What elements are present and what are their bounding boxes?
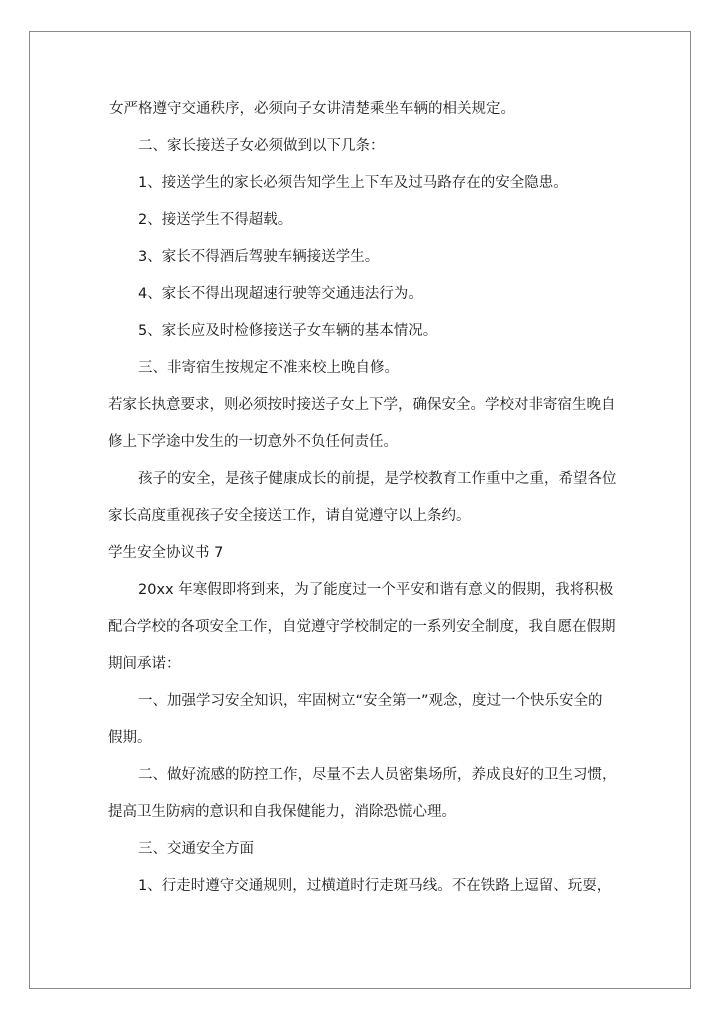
- document-body: [109, 91, 619, 905]
- list-item: 一、加强学习安全知识，牢固树立“安全第一”观念，度过一个快乐安全的: [138, 693, 603, 709]
- text-line: 女严格遵守交通秩序，必须向子女讲清楚乘坐车辆的相关规定。: [109, 101, 515, 117]
- text-line: 若家长执意要求，则必须按时接送子女上下学，确保安全。学校对非寄宿生晚自: [108, 397, 616, 413]
- list-item: 1、接送学生的家长必须告知学生上下车及过马路存在的安全隐患。: [138, 175, 568, 191]
- section-heading: 二、家长接送子女必须做到以下几条：: [138, 138, 385, 154]
- text-line: 修上下学途中发生的一切意外不负任何责任。: [108, 434, 398, 450]
- list-item: 1、行走时遵守交通规则，过横道时行走斑马线。不在铁路上逗留、玩耍，: [138, 878, 612, 894]
- section-heading: 三、非寄宿生按规定不准来校上晚自修。: [138, 360, 399, 376]
- list-item: 二、做好流感的防控工作，尽量不去人员密集场所，养成良好的卫生习惯，: [138, 767, 617, 783]
- section-heading: 三、交通安全方面: [138, 841, 254, 857]
- text-line: 家长高度重视孩子安全接送工作，请自觉遵守以上条约。: [108, 508, 471, 524]
- text-line: 孩子的安全，是孩子健康成长的前提，是学校教育工作重中之重，希望各位: [138, 471, 617, 487]
- list-item: 5、家长应及时检修接送子女车辆的基本情况。: [138, 323, 438, 339]
- text-line: 配合学校的各项安全工作，自觉遵守学校制定的一系列安全制度，我自愿在假期: [108, 619, 616, 635]
- list-item: 3、家长不得酒后驾驶车辆接送学生。: [138, 249, 380, 265]
- list-item: 4、家长不得出现超速行驶等交通违法行为。: [138, 286, 423, 302]
- list-item: 2、接送学生不得超载。: [138, 212, 293, 228]
- text-line: 20xx 年寒假即将到来，为了能度过一个平安和谐有意义的假期，我将积极: [138, 582, 614, 598]
- text-line: 提高卫生防病的意识和自我保健能力，消除恐慌心理。: [108, 804, 456, 820]
- text-line: 假期。: [108, 730, 152, 746]
- text-line: 期间承诺：: [108, 656, 181, 672]
- document-title: 学生安全协议书 7: [108, 545, 224, 561]
